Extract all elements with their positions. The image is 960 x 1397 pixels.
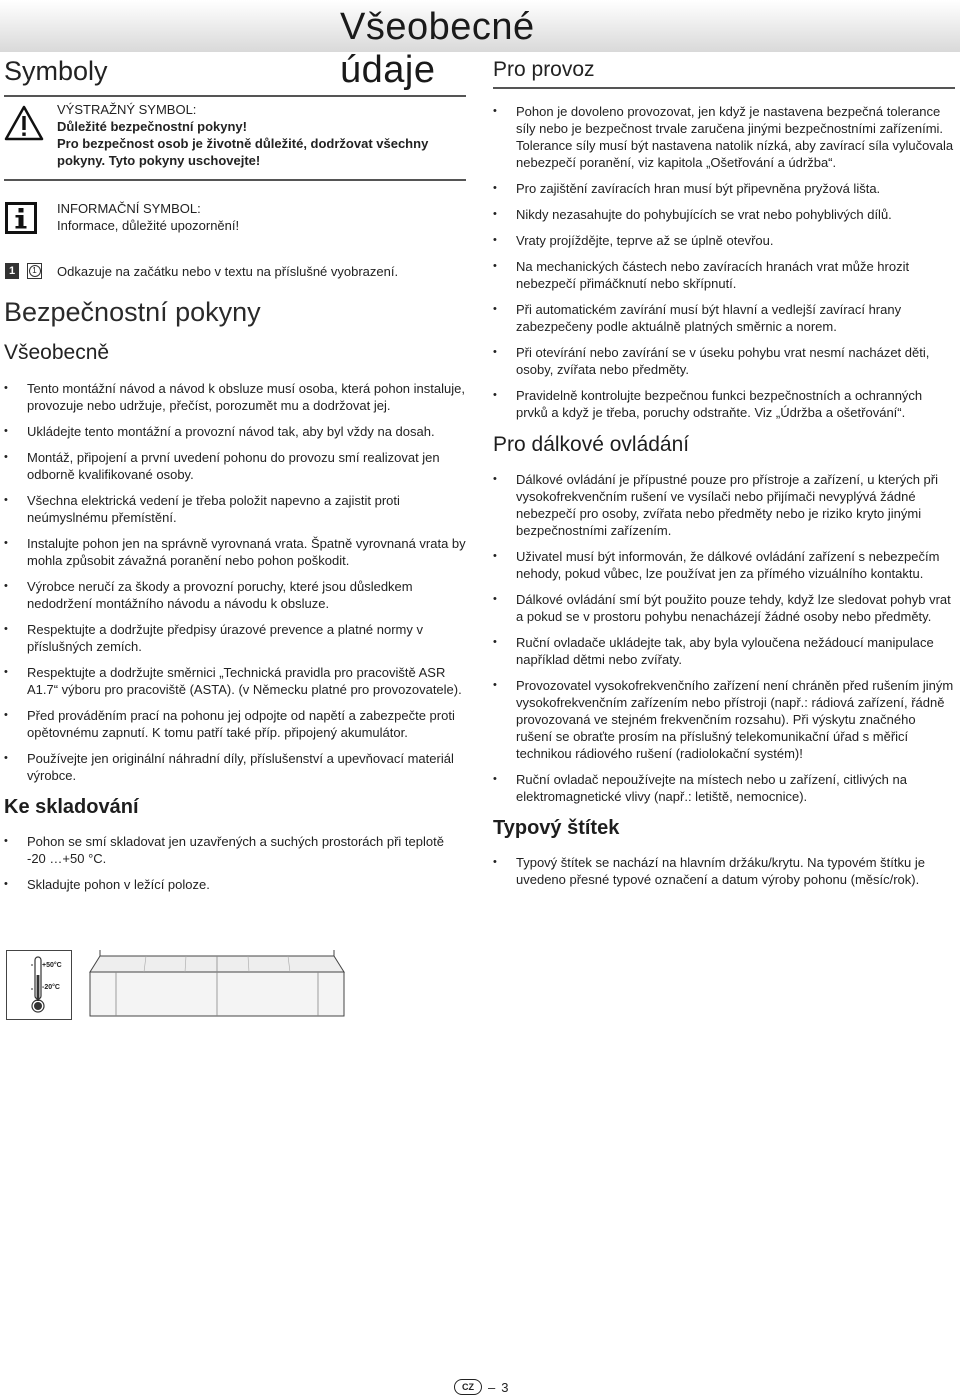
- page-number: 3: [501, 1379, 509, 1395]
- list-item: • Pohon je dovoleno provozovat, jen když je nastavena bezpečná tolerance síly nebo je bezpečnost trvale zaručena jinými bezpečnostními zařízeními. Tolerance síly musí být nastavena natolik nízká, aby zavírací síla vylučovala nebezpečí poranění, viz kapitola „Ošetřování a údržba“.: [493, 103, 955, 171]
- list-item: • Respektujte a dodržujte směrnici „Technická pravidla pro pracoviště ASR A1.7“ výboru pro pracoviště (ASTA). (v Německu platné pro provozovatele).: [4, 664, 466, 698]
- warning-line-2: Pro bezpečnost osob je životně důležité, dodržovat všechny: [57, 136, 429, 151]
- list-item: • Skladujte pohon v ležící poloze.: [4, 876, 466, 893]
- temp-min-label: -20°C: [42, 984, 60, 991]
- list-item: • Při automatickém zavírání musí být hlavní a vedlejší zavírací hrany zabezpečeny podle aktuálně platných směrnic a norem.: [493, 301, 955, 335]
- list-item: • Používejte jen originální náhradní díly, příslušenství a upevňovací materiál výrobce.: [4, 750, 466, 784]
- warning-line-3: pokyny. Tyto pokyny uschovejte!: [57, 153, 261, 168]
- warning-title: VÝSTRAŽNÝ SYMBOL:: [57, 102, 197, 117]
- list-item: • Instalujte pohon jen na správně vyrovnaná vrata. Špatně vyrovnaná vrata by mohla způsobit závažná poranění nebo pohon poškodit.: [4, 535, 466, 569]
- info-title: INFORMAČNÍ SYMBOL:: [57, 201, 201, 216]
- footer-separator: –: [488, 1379, 496, 1395]
- reference-symbol-block: [4, 256, 466, 292]
- remote-list: [493, 471, 955, 805]
- general-list: [4, 380, 466, 784]
- list-item: • Výrobce neručí za škody a provozní poruchy, které jsou důsledkem nedodržení montážního návodu a návodu k obsluze.: [4, 578, 466, 612]
- list-item: • Na mechanických částech nebo zavíracích hranách vrat může hrozit nebezpečí přimáčknutí nebo skřípnutí.: [493, 258, 955, 292]
- thermometer-icon: [7, 951, 73, 1021]
- nameplate-heading: Typový štítek: [493, 817, 620, 839]
- list-item: • Pravidelně kontrolujte bezpečnou funkci bezpečnostních a ochranných prvků a když je třeba, poruchy odstraňte. Viz „Údržba a ošetřování“.: [493, 387, 955, 421]
- language-badge: CZ: [454, 1379, 482, 1395]
- info-icon: [5, 202, 37, 238]
- operation-list: [493, 103, 955, 421]
- warning-triangle-icon: [4, 105, 44, 145]
- temp-max-label: +50°C: [42, 962, 62, 969]
- list-item: • Všechna elektrická vedení je třeba položit napevno a zajistit proti neúmyslnému přemístění.: [4, 492, 466, 526]
- info-symbol-block: [4, 181, 466, 256]
- left-column: [4, 52, 466, 902]
- list-item: • Tento montážní návod a návod k obsluze musí osoba, která pohon instaluje, provozuje nebo udržuje, přečíst, porozumět mu a dodržovat jej.: [4, 380, 466, 414]
- figure-item-badge: 1: [27, 263, 42, 279]
- warning-line-1: Důležité bezpečnostní pokyny!: [57, 119, 247, 134]
- drive-box-figure: [86, 950, 348, 1027]
- list-item: • Montáž, připojení a první uvedení pohonu do provozu smí realizovat jen odborně kvalifikované osoby.: [4, 449, 466, 483]
- info-text: Informace, důležité upozornění!: [57, 218, 240, 233]
- nameplate-list: [493, 854, 955, 888]
- list-item: • Pro zajištění zavíracích hran musí být připevněna pryžová lišta.: [493, 180, 955, 197]
- list-item: • Při otevírání nebo zavírání se v úseku pohybu vrat nesmí nacházet děti, osoby, zvířata nebo předměty.: [493, 344, 955, 378]
- list-item: • Uživatel musí být informován, že dálkové ovládání zařízení s nebezpečím nehody, pokud vůbec, lze používat jen za přímého vizuálního kontaktu.: [493, 548, 955, 582]
- right-column: [493, 52, 955, 897]
- operation-heading: Pro provoz: [493, 58, 595, 81]
- figure-number-badge: 1: [5, 263, 19, 279]
- remote-heading: Pro dálkové ovládání: [493, 433, 690, 456]
- list-item: • Vraty projíždějte, teprve až se úplně otevřou.: [493, 232, 955, 249]
- storage-list: [4, 833, 466, 893]
- storage-heading: Ke skladování: [4, 796, 139, 818]
- reference-text: Odkazuje na začátku nebo v textu na příslušné vyobrazení.: [57, 264, 399, 279]
- list-item: • Dálkové ovládání je přípustné pouze pro přístroje a zařízení, u kterých při vysokofrekvenčním rušení ve vysílači nebo přijímači nevyplývá žádné nebezpečí pro osoby, zvířata nebo předměty nebo je riziko kryto jinými bezpečnostními zařízením.: [493, 471, 955, 539]
- thermometer-figure: [6, 950, 72, 1020]
- list-item: • Dálkové ovládání smí být použito pouze tehdy, když lze sledovat pohyb vrat a pokud se v prostoru pohybu nenacházejí žádné osoby nebo předměty.: [493, 591, 955, 625]
- symbols-heading: Symboly: [4, 56, 108, 86]
- page-title: Všeobecné údaje: [340, 6, 535, 91]
- page-footer: [454, 1379, 508, 1395]
- list-item: • Nikdy nezasahujte do pohybujících se vrat nebo pohyblivých dílů.: [493, 206, 955, 223]
- list-item: • Respektujte a dodržujte předpisy úrazové prevence a platné normy v příslušných zemích.: [4, 621, 466, 655]
- general-heading: Všeobecně: [4, 341, 110, 364]
- list-item: • Typový štítek se nachází na hlavním držáku/krytu. Na typovém štítku je uvedeno přesné typové označení a datum výroby pohonu (měsíc/rok).: [493, 854, 955, 888]
- warning-symbol-block: [4, 97, 466, 177]
- stored-drive-illustration: [86, 950, 348, 1022]
- safety-heading: Bezpečnostní pokyny: [4, 297, 261, 327]
- operation-rule: [493, 87, 955, 89]
- list-item: • Ukládejte tento montážní a provozní návod tak, aby byl vždy na dosah.: [4, 423, 466, 440]
- list-item: • Ruční ovladač nepoužívejte na místech nebo u zařízení, citlivých na elektromagnetické vlivy (např.: letiště, nemocnice).: [493, 771, 955, 805]
- list-item: • Provozovatel vysokofrekvenčního zařízení není chráněn před rušením jiným vysokofrekvenčním zařízením nebo přístroji (např.: rádiová zařízení, řádně provozovaná ve stejném frekvenčním rozsahu). Při výskytu značného rušení se obraťte prosím na příslušný telekomunikační úřad s měřicí technikou rádiového rušení (radiolokační systém)!: [493, 677, 955, 762]
- list-item: • Před prováděním prací na pohonu jej odpojte od napětí a zabezpečte proti opětovnému zapnutí. K tomu patří také příp. připojený akumulátor.: [4, 707, 466, 741]
- list-item: • Ruční ovladače ukládejte tak, aby byla vyloučena nežádoucí manipulace například dětmi nebo zvířaty.: [493, 634, 955, 668]
- list-item: • Pohon se smí skladovat jen uzavřených a suchých prostorách při teplotě -20 …+50 °C.: [4, 833, 466, 867]
